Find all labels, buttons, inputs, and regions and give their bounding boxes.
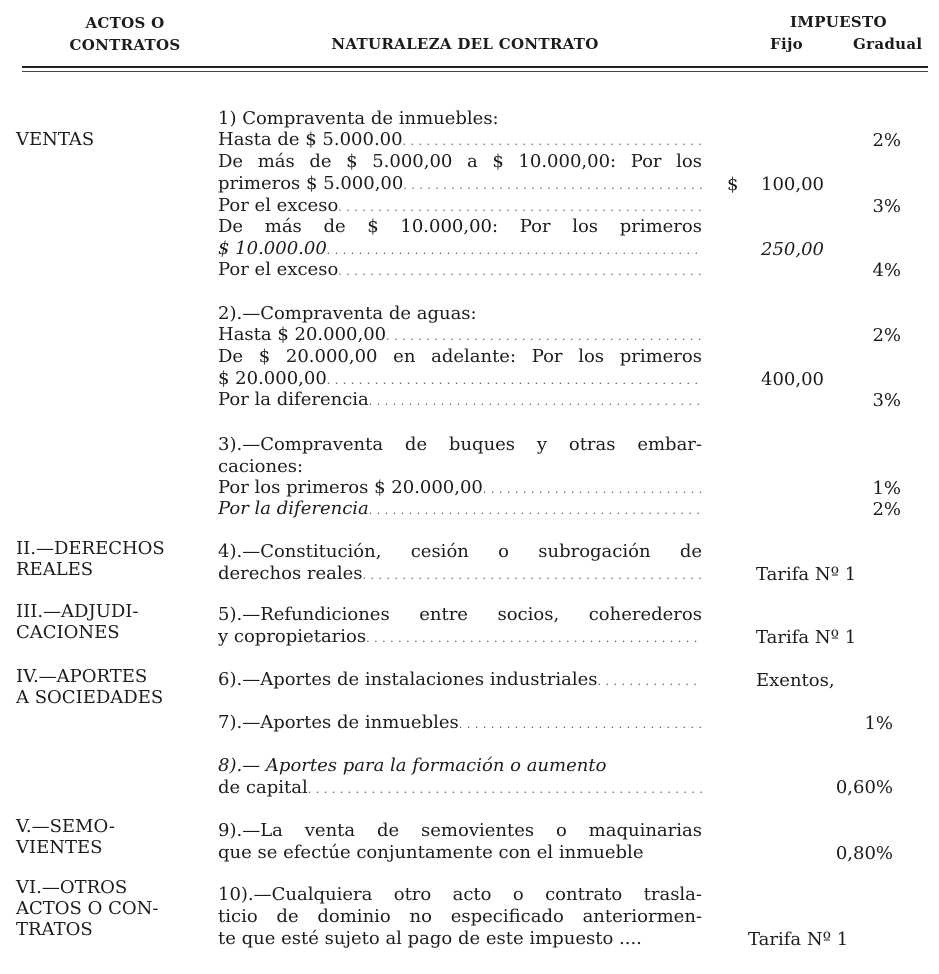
item-3-line bbox=[218, 477, 702, 500]
category-derechos-reales: II.—DERECHOS REALES bbox=[16, 538, 165, 580]
header-rule bbox=[22, 66, 928, 68]
header-fijo: Fijo bbox=[770, 35, 803, 53]
item-3-line: caciones: bbox=[218, 456, 304, 477]
header-col1-line2: CONTRATOS bbox=[69, 36, 181, 54]
fijo-currency-sign: $ bbox=[727, 174, 739, 195]
item-8-title: 8).— Aportes para la formación o aumento bbox=[218, 755, 607, 776]
category-ventas: VENTAS bbox=[16, 129, 95, 150]
header-actos bbox=[60, 12, 190, 56]
item-5-text: y copropietarios bbox=[218, 626, 367, 647]
item-2-title: 2).—Compraventa de aguas: bbox=[218, 303, 477, 324]
gradual-value: 0,60% bbox=[835, 777, 893, 798]
tarifa-value: Tarifa Nº 1 bbox=[756, 564, 857, 585]
item-7-title bbox=[218, 712, 702, 735]
item-3-text: Por los primeros $ 20.000,00 bbox=[218, 477, 483, 498]
category-otros-actos: VI.—OTROS ACTOS O CON- TRATOS bbox=[16, 877, 159, 940]
item-10-line: te que esté sujeto al pago de este impuesto .... bbox=[218, 928, 642, 949]
tarifa-value: Tarifa Nº 1 bbox=[756, 627, 857, 648]
item-2-line bbox=[218, 389, 702, 412]
item-1-line: De más de $ 5.000,00 a $ 10.000,00: Por los bbox=[218, 151, 702, 172]
item-8-text: de capital bbox=[218, 777, 308, 798]
item-1-title: 1) Compraventa de inmuebles: bbox=[218, 108, 499, 129]
item-9-line: que se efectúe conjuntamente con el inmueble bbox=[218, 842, 644, 863]
header-impuesto: IMPUESTO bbox=[790, 13, 887, 31]
item-9-title: 9).—La venta de semovientes o maquinarias bbox=[218, 820, 702, 841]
category-aportes-sociedades: IV.—APORTES A SOCIEDADES bbox=[16, 666, 164, 708]
item-1-text: Por el exceso bbox=[218, 195, 339, 216]
exentos-value: Exentos, bbox=[756, 670, 835, 691]
item-7-text: 7).—Aportes de inmuebles bbox=[218, 712, 459, 733]
header-naturaleza: NATURALEZA DEL CONTRATO bbox=[331, 35, 599, 53]
item-1-text: primeros $ 5.000,00 bbox=[218, 173, 404, 194]
item-5-line bbox=[218, 626, 702, 649]
item-4-text: derechos reales bbox=[218, 563, 363, 584]
item-3-line bbox=[218, 498, 702, 521]
item-6-title bbox=[218, 669, 702, 692]
fijo-value: 250,00 bbox=[761, 239, 824, 260]
category-adjudicaciones: III.—ADJUDI- CACIONES bbox=[16, 601, 139, 643]
item-2-line bbox=[218, 368, 702, 391]
category-semovientes: V.—SEMO- VIENTES bbox=[16, 816, 115, 858]
header-gradual: Gradual bbox=[853, 35, 923, 53]
item-6-text: 6).—Aportes de instalaciones industriales bbox=[218, 669, 598, 690]
gradual-value: 1% bbox=[872, 478, 901, 499]
gradual-value: 3% bbox=[872, 390, 901, 411]
gradual-value: 1% bbox=[864, 713, 893, 734]
fijo-value: 100,00 bbox=[761, 174, 824, 195]
item-10-title: 10).—Cualquiera otro acto o contrato trasla- bbox=[218, 884, 702, 905]
header-rule-thin bbox=[22, 71, 928, 72]
gradual-value: 0,80% bbox=[835, 843, 893, 864]
item-2-text: Hasta $ 20.000,00 bbox=[218, 324, 387, 345]
item-2-line: De $ 20.000,00 en adelante: Por los primeros bbox=[218, 346, 702, 367]
item-1-text: Por el exceso bbox=[218, 259, 339, 280]
item-1-line bbox=[218, 195, 702, 218]
gradual-value: 3% bbox=[872, 196, 901, 217]
item-8-line bbox=[218, 777, 702, 800]
item-4-line bbox=[218, 563, 702, 586]
item-2-text: Por la diferencia bbox=[218, 389, 369, 410]
item-5-title: 5).—Refundiciones entre socios, coherederos bbox=[218, 604, 702, 625]
gradual-value: 4% bbox=[872, 260, 901, 281]
item-3-text: Por la diferencia bbox=[218, 498, 369, 519]
item-2-line bbox=[218, 324, 702, 347]
item-4-title: 4).—Constitución, cesión o subrogación de bbox=[218, 541, 702, 562]
gradual-value: 2% bbox=[872, 325, 901, 346]
gradual-value: 2% bbox=[872, 130, 901, 151]
tarifa-value: Tarifa Nº 1 bbox=[748, 929, 849, 950]
item-1-line bbox=[218, 238, 702, 261]
item-1-line bbox=[218, 259, 702, 282]
item-10-line: ticio de dominio no especificado anteriormen- bbox=[218, 906, 702, 927]
item-1-line bbox=[218, 173, 702, 196]
header-col1-line1: ACTOS O bbox=[85, 14, 165, 32]
item-1-text: $ 10.000.00 bbox=[218, 238, 327, 259]
fijo-value: 400,00 bbox=[761, 369, 824, 390]
gradual-value: 2% bbox=[872, 499, 901, 520]
item-1-text: Hasta de $ 5.000.00 bbox=[218, 129, 403, 150]
item-1-line bbox=[218, 129, 702, 152]
item-2-text: $ 20.000,00 bbox=[218, 368, 327, 389]
item-3-title: 3).—Compraventa de buques y otras embar- bbox=[218, 434, 702, 455]
item-1-line: De más de $ 10.000,00: Por los primeros bbox=[218, 216, 702, 237]
